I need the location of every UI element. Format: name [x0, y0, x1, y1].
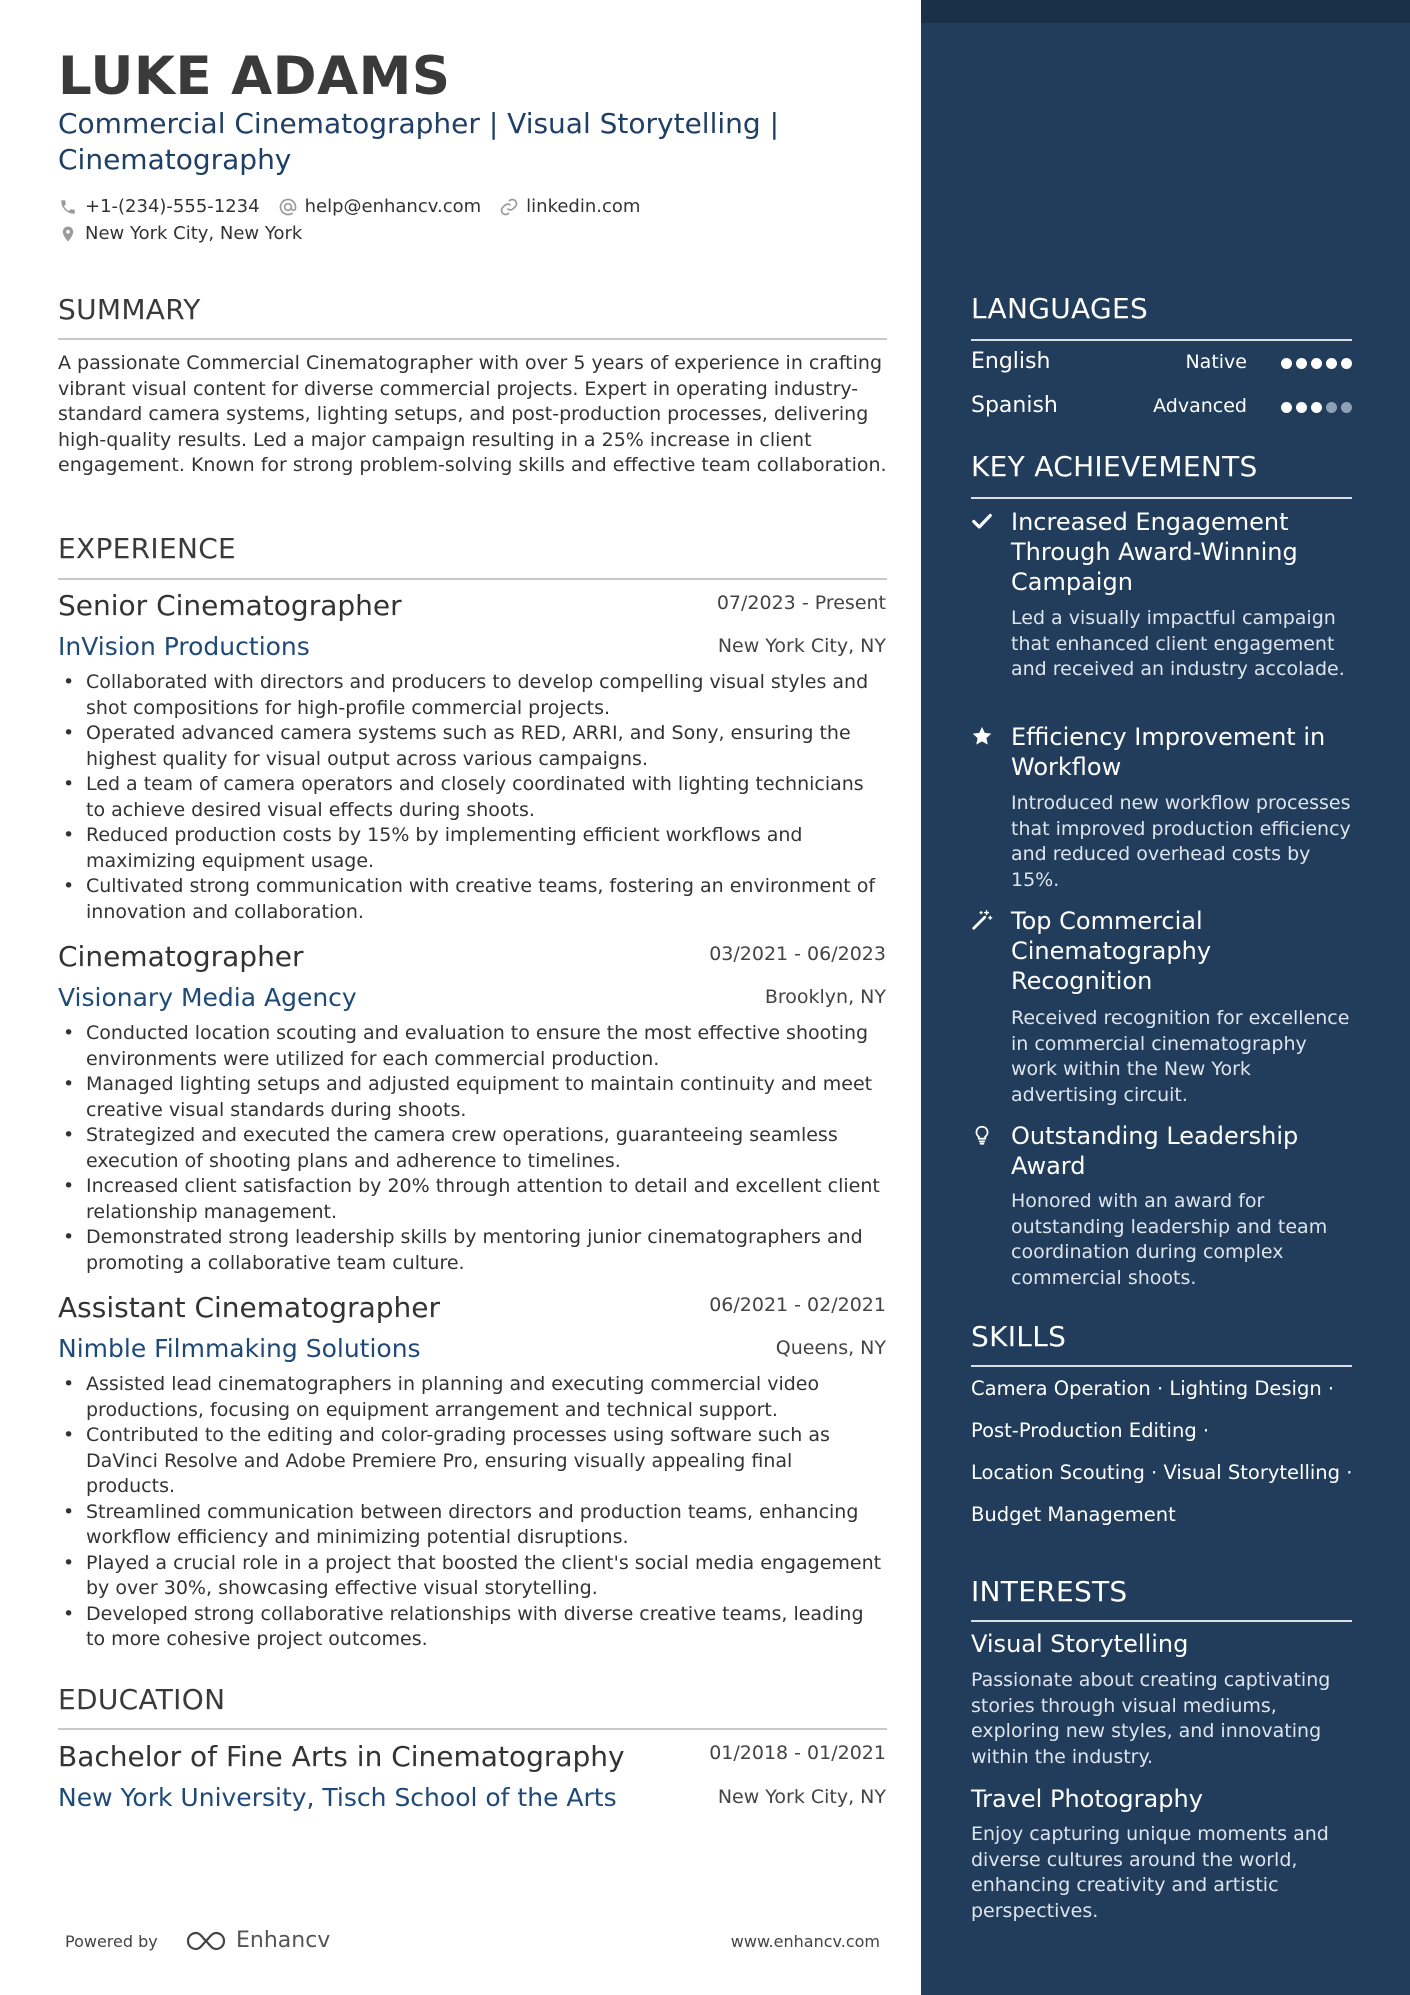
job-title: Cinematographer — [58, 940, 304, 973]
list-item: • Cultivated strong communication with creative teams, fostering an environment of innovation and collaboration. — [58, 874, 887, 925]
list-item: • Demonstrated strong leadership skills by mentoring junior cinematographers and promoting a collaborative team culture. — [58, 1225, 887, 1276]
job-title: Assistant Cinematographer — [58, 1291, 441, 1324]
list-item: • Collaborated with directors and producers to develop compelling visual styles and shot compositions for high-profile commercial projects. — [58, 670, 887, 721]
school-name: New York University, Tisch School of the Arts — [58, 1783, 617, 1812]
education-dates: 01/2018 - 01/2021 — [709, 1742, 886, 1764]
list-item: • Operated advanced camera systems such as RED, ARRI, and Sony, ensuring the highest quality for visual output across various campaigns. — [58, 721, 887, 772]
achievement-title: Top Commercial Cinematography Recognition — [1011, 907, 1212, 995]
list-item: • Played a crucial role in a project that boosted the client's social media engagement by over 30%, showcasing effective visual storytelling. — [58, 1551, 887, 1602]
skills-heading: SKILLS — [971, 1320, 1067, 1353]
language-name: Spanish — [971, 393, 1058, 418]
language-rating — [1281, 402, 1352, 413]
email-text: help@enhancv.com — [304, 196, 482, 217]
star-icon — [971, 725, 995, 749]
interest-description: Enjoy capturing unique moments and diverse cultures around the world, enhancing creativity and artistic perspectives. — [971, 1823, 1329, 1922]
achievement-description: Honored with an award for outstanding leadership and team coordination during complex commercial shoots. — [1011, 1190, 1328, 1289]
education-heading: EDUCATION — [58, 1683, 226, 1716]
job-bullets — [58, 1021, 887, 1276]
location-pin-icon — [58, 224, 78, 244]
headline-line-1: Commercial Cinematographer | Visual Storytelling | — [58, 107, 779, 140]
linkedin-contact[interactable] — [499, 196, 640, 217]
linkedin-text: linkedin.com — [526, 196, 641, 217]
list-item: • Contributed to the editing and color-grading processes using software such as DaVinci Resolve and Adobe Premiere Pro, ensuring visually appealing final products. — [58, 1423, 887, 1500]
languages-heading: LANGUAGES — [971, 292, 1149, 325]
job-dates: 06/2021 - 02/2021 — [709, 1294, 886, 1316]
enhancv-logo-icon — [184, 1929, 232, 1953]
summary-heading: SUMMARY — [58, 293, 201, 326]
rating-dot — [1311, 358, 1322, 369]
rating-dot — [1296, 358, 1307, 369]
rating-dot — [1311, 402, 1322, 413]
magic-wand-icon — [971, 909, 995, 933]
language-row — [971, 393, 1352, 423]
footer — [58, 1930, 887, 1960]
check-icon — [971, 510, 995, 534]
powered-by-label: Powered by — [65, 1932, 158, 1951]
list-item: • Reduced production costs by 15% by implementing efficient workflows and maximizing equipment usage. — [58, 823, 887, 874]
education-divider — [58, 1728, 887, 1730]
language-rating — [1281, 358, 1352, 369]
skills-line: Post-Production Editing · — [971, 1419, 1210, 1442]
languages-divider — [971, 339, 1352, 341]
achievement-title: Efficiency Improvement in Workflow — [1011, 723, 1326, 781]
list-item: • Assisted lead cinematographers in planning and executing commercial video productions, focusing on equipment arrangement and technical support. — [58, 1372, 887, 1423]
job-location: Queens, NY — [775, 1337, 886, 1359]
list-item: • Managed lighting setups and adjusted equipment to maintain continuity and meet creative visual standards during shoots. — [58, 1072, 887, 1123]
rating-dot — [1281, 402, 1292, 413]
experience-divider — [58, 578, 887, 580]
lightbulb-icon — [971, 1124, 995, 1148]
language-level: Native — [1185, 351, 1247, 373]
skills-divider — [971, 1365, 1352, 1367]
phone-text: +1-(234)-555-1234 — [85, 196, 260, 217]
job-dates: 03/2021 - 06/2023 — [709, 943, 886, 965]
rating-dot — [1326, 358, 1337, 369]
enhancv-brand-text: Enhancv — [236, 1928, 331, 1953]
phone-icon — [58, 197, 78, 217]
language-name: English — [971, 349, 1051, 374]
list-item: • Conducted location scouting and evaluation to ensure the most effective shooting environments were utilized for each commercial production. — [58, 1021, 887, 1072]
job-bullets — [58, 1372, 887, 1653]
interest-description: Passionate about creating captivating stories through visual mediums, exploring new styles, and innovating within the industry. — [971, 1669, 1331, 1768]
job-title: Senior Cinematographer — [58, 589, 402, 622]
candidate-name: LUKE ADAMS — [58, 46, 451, 107]
rating-dot — [1296, 402, 1307, 413]
link-icon — [499, 197, 519, 217]
at-sign-icon — [278, 197, 298, 217]
rating-dot — [1341, 402, 1352, 413]
list-item: • Led a team of camera operators and closely coordinated with lighting technicians to achieve desired visual effects during shoots. — [58, 772, 887, 823]
achievement-title: Outstanding Leadership Award — [1011, 1122, 1299, 1180]
achievement-description: Introduced new workflow processes that improved production efficiency and reduced overhead costs by 15%. — [1011, 792, 1351, 891]
job-company: InVision Productions — [58, 632, 310, 661]
contact-info — [58, 193, 858, 247]
interest-title: Visual Storytelling — [971, 1630, 1189, 1658]
sidebar-top-band — [921, 0, 1410, 23]
language-level: Advanced — [1153, 395, 1247, 417]
summary-text: A passionate Commercial Cinematographer with over 5 years of experience in crafting vibrant visual content for diverse commercial projects. Expert in operating industry-standard camera systems, lighting setups, and post-production processes, delivering high-quality results. Led a major campaign resulting in a 25% increase in client engagement. Known for strong problem-solving skills and effective team collaboration. — [58, 352, 887, 476]
job-dates: 07/2023 - Present — [716, 592, 886, 614]
job-company: Nimble Filmmaking Solutions — [58, 1334, 421, 1363]
rating-dot — [1341, 358, 1352, 369]
job-location: Brooklyn, NY — [764, 986, 886, 1008]
phone-contact[interactable] — [58, 196, 260, 217]
achievements-heading: KEY ACHIEVEMENTS — [971, 450, 1258, 483]
interests-heading: INTERESTS — [971, 1575, 1128, 1608]
footer-url[interactable]: www.enhancv.com — [730, 1932, 880, 1951]
interest-title: Travel Photography — [971, 1785, 1203, 1813]
school-location: New York City, NY — [717, 1786, 886, 1808]
job-bullets — [58, 670, 887, 925]
skills-line: Budget Management — [971, 1503, 1176, 1526]
headline — [58, 106, 818, 178]
list-item: • Increased client satisfaction by 20% through attention to detail and excellent client relationship management. — [58, 1174, 887, 1225]
list-item: • Streamlined communication between directors and production teams, enhancing workflow efficiency and minimizing potential disruptions. — [58, 1500, 887, 1551]
location-text: New York City, New York — [85, 223, 303, 244]
achievement-title: Increased Engagement Through Award-Winning Campaign — [1011, 508, 1298, 596]
skills-line: Location Scouting · Visual Storytelling · — [971, 1461, 1353, 1484]
rating-dot — [1281, 358, 1292, 369]
degree-title: Bachelor of Fine Arts in Cinematography — [58, 1740, 625, 1773]
list-item: • Strategized and executed the camera crew operations, guaranteeing seamless execution of shooting plans and adherence to timelines. — [58, 1123, 887, 1174]
enhancv-logo[interactable] — [184, 1928, 330, 1953]
skills-line: Camera Operation · Lighting Design · — [971, 1377, 1335, 1400]
rating-dot — [1326, 402, 1337, 413]
location-contact — [58, 223, 302, 244]
achievement-description: Received recognition for excellence in commercial cinematography work within the New York advertising circuit. — [1011, 1007, 1350, 1106]
job-location: New York City, NY — [717, 635, 886, 657]
summary-divider — [58, 338, 887, 340]
email-contact[interactable] — [278, 196, 482, 217]
list-item: • Developed strong collaborative relationships with diverse creative teams, leading to more cohesive project outcomes. — [58, 1602, 887, 1653]
experience-heading: EXPERIENCE — [58, 532, 237, 565]
language-row — [971, 349, 1352, 379]
achievements-divider — [971, 497, 1352, 499]
headline-line-2: Cinematography — [58, 143, 292, 176]
achievement-description: Led a visually impactful campaign that enhanced client engagement and received an industry accolade. — [1011, 607, 1345, 680]
job-company: Visionary Media Agency — [58, 983, 357, 1012]
interests-divider — [971, 1620, 1352, 1622]
